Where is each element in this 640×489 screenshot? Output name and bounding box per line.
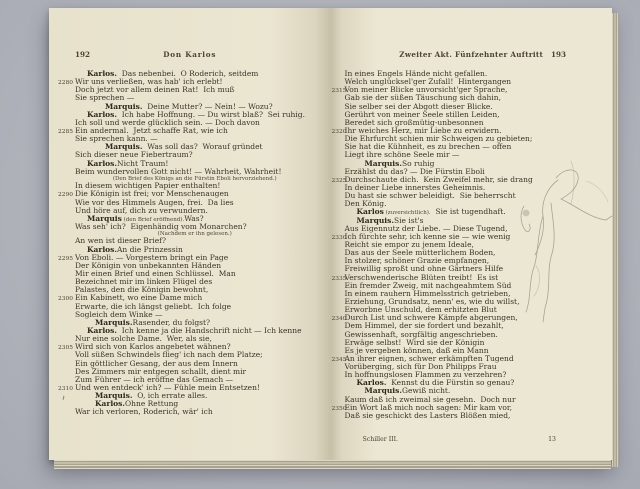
verse-text: Voll süßen Schwindels flieg' ich nach dem Platze;	[75, 350, 263, 360]
verse-text: Ich soll und werde glücklich sein. — Doch davon	[75, 117, 260, 127]
speaker-name: Karlos.	[356, 378, 387, 388]
verse-text: Ein göttlicher Gesang, der aus dem Innern	[75, 358, 238, 368]
signature-title: Schiller III.	[362, 436, 399, 443]
verse-line	[345, 412, 571, 420]
speaker-name: Marquis.	[95, 391, 133, 401]
verse-text: Sich dieser neue Fiebertraum?	[75, 150, 193, 160]
verse-text: Die Ehrfurcht schien mir Schweigen zu gebieten;	[344, 134, 533, 144]
verse-text: Ohne Rettung	[125, 399, 179, 409]
verse-text: Gewissenhaft, sorgfältig angeschrieben.	[344, 329, 498, 339]
verse-line	[75, 168, 315, 176]
verse-text: Freiwillig sproßt und ohne Gärtners Hilfe	[344, 264, 504, 274]
speaker-name: Karlos.	[87, 244, 118, 254]
verse-line-number: 2340	[331, 316, 347, 323]
verse-text: O, ich errate alles.	[132, 391, 208, 401]
verse-text: Erworbne Unschuld, dem erhitzten Blut	[344, 305, 497, 315]
speaker-name: Marquis.	[356, 215, 394, 225]
stage-direction: (zuversichtlich).	[383, 210, 431, 217]
verse-text: Sogleich dem Winke —	[75, 309, 163, 319]
right-verse-text	[331, 70, 613, 420]
right-page-footer	[331, 436, 613, 443]
verse-line-number: 2320	[331, 128, 347, 135]
verse-text: Bezeichnet mir im linken Flügel des	[75, 277, 213, 287]
verse-text: Wie vor des Himmels Augen, frei. Da lies	[75, 197, 234, 207]
speaker-name: Marquis	[87, 213, 122, 223]
verse-text: Den König.	[344, 199, 387, 209]
verse-text: Kennst du die Fürstin so genau?	[386, 378, 515, 388]
verse-text: Von meiner Blicke unvorsicht'ger Sprache,	[344, 85, 508, 95]
verse-text: Ich habe Hoffnung. — Du wirst blaß? Sei ruhig.	[117, 109, 305, 119]
verse-text: Welch unglücksel'ger Zufall! Hintergangen	[344, 77, 512, 87]
verse-text: Erwäge selbst! Wird sie der Königin	[344, 337, 485, 347]
verse-text: Das nebenbei. O Roderich, seitdem	[117, 69, 259, 78]
verse-line-number: 2345	[331, 356, 347, 363]
stage-direction: (den Brief eröffnend).	[121, 216, 185, 223]
verse-text: Das aus der Seele mütterlichem Boden,	[344, 248, 496, 258]
verse-text: Beredet sich großmütig-unbesonnen	[344, 117, 484, 127]
verse-text: Ein Wort laß mich noch sagen: Mir kam vor,	[344, 402, 512, 412]
verse-text: Reicht sie empor zu jenem Ideale,	[344, 239, 474, 249]
verse-text: Ein Kabinett, wo eine Dame mich	[75, 293, 203, 303]
verse-text: Erwarte, die ich längst geliebt. Ich folge	[75, 301, 232, 311]
sheet-number: 13	[548, 436, 556, 443]
verse-text: Es je vergeben können, daß ein Mann	[344, 345, 489, 355]
verse-text: Was?	[184, 213, 204, 223]
open-book-spread	[49, 8, 612, 460]
verse-text: An wen ist dieser Brief?	[75, 236, 166, 246]
verse-text: Beim wundervollen Gott nicht! — Wahrheit, Wahrheit!	[75, 166, 282, 176]
verse-text: Und wen entdeck' ich? — Fühle mein Entsetzen!	[75, 382, 260, 392]
verse-text: Sie selber sei der Abgott dieser Blicke.	[344, 101, 493, 111]
verse-line	[75, 223, 315, 231]
verse-text: In hoffnungslosen Flammen zu verzehren?	[344, 370, 507, 380]
verse-text: Ihr weiches Herz, mir Liebe zu erwidern.	[344, 125, 502, 135]
verse-text: Nicht Traum!	[117, 158, 169, 168]
verse-text: In einem rauhern Himmelsstrich getrieben,	[344, 288, 511, 298]
verse-line-number: 2290	[58, 192, 73, 199]
verse-text: Wird sich von Karlos angebetet wähnen?	[75, 342, 231, 352]
verse-text: Zum Führer — ich eröffne das Gemach —	[75, 374, 234, 384]
verse-text: Nur eine solche Dame. Wer, als sie,	[75, 334, 212, 344]
stage-direction: (Nachdem er ihn gelesen.)	[157, 231, 232, 238]
stage-direction: (Den Brief des Königs an die Fürstin Eboli hervorziehend.)	[112, 175, 277, 182]
verse-text: Ich fürchte sehr, ich kenne sie — wie wenig	[344, 231, 511, 241]
verse-text: In deiner Liebe innerstes Geheimnis.	[344, 182, 486, 192]
verse-text: Palastes, den die Königin bewohnt,	[75, 285, 209, 295]
verse-line-number: 2350	[331, 405, 347, 412]
verse-line-number: 2280	[58, 80, 73, 87]
right-running-title: Zweiter Akt. Fünfzehnter Auftritt	[399, 50, 544, 59]
right-page-header	[331, 50, 613, 62]
verse-text: Ein fremder Zweig, mit nachgeahmtem Süd	[344, 280, 512, 290]
verse-line-number: 2315	[331, 88, 347, 95]
verse-text: In diesem wichtigen Papier enthalten!	[75, 181, 221, 191]
left-page-header	[49, 50, 331, 62]
verse-text: Kaum daß ich zweimal sie gesehn. Doch nur	[344, 394, 516, 404]
speaker-name: Karlos.	[95, 399, 126, 409]
speaker-name: Marquis.	[105, 101, 143, 111]
verse-text: Des Zimmers mir entgegen schallt, dient mir	[75, 366, 247, 376]
speaker-name: Marquis.	[105, 142, 143, 152]
verse-text: War ich verloren, Roderich, wär' ich	[75, 407, 213, 417]
verse-text: Sie ist's	[394, 215, 424, 225]
verse-text: Erzählst du das? — Die Fürstin Eboli	[344, 166, 485, 176]
verse-text: So ruhig	[402, 158, 435, 168]
left-verse-text	[49, 70, 331, 417]
speaker-name: Marquis.	[364, 386, 402, 396]
right-page-number: 193	[550, 50, 566, 59]
verse-text: Sie sprechen —	[75, 93, 135, 103]
speaker-name: Karlos.	[87, 109, 118, 119]
speaker-name: Karlos	[356, 207, 384, 217]
verse-line-number: 2300	[58, 296, 73, 303]
verse-text: Sie ist tugendhaft.	[430, 207, 506, 217]
verse-text: Der Königin von unbekannten Händen	[75, 260, 222, 270]
verse-line-number: 2305	[58, 345, 73, 352]
verse-text: Verschwenderische Blüten treibt! Es ist	[344, 272, 499, 282]
verse-text: Was soll das? Worauf gründet	[142, 142, 263, 152]
verse-text: Vorüberging, sich für Don Philipps Frau	[344, 362, 497, 372]
verse-text: Liegt ihre schöne Seele mir —	[344, 150, 460, 160]
verse-line-number: 2335	[331, 275, 347, 282]
verse-text: Von Eboli. — Vorgestern bringt ein Page	[75, 252, 229, 262]
verse-text: In eines Engels Hände nicht gefallen.	[344, 69, 488, 78]
verse-line-number: 2325	[331, 177, 347, 184]
speaker-name: Marquis.	[364, 158, 402, 168]
right-page	[331, 8, 613, 460]
verse-text: Ein andermal. Jetzt schaffe Rat, wie ich	[75, 125, 228, 135]
verse-text: An die Prinzessin	[117, 244, 183, 254]
verse-text: Wir uns verließen, was hab' ich erlebt!	[75, 77, 223, 87]
verse-text: Du hast sie schwer beleidigt. Sie beherrscht	[344, 191, 516, 201]
verse-text: Was seh' ich? Eigenhändig vom Monarchen?	[75, 221, 247, 231]
verse-text: Ich kenne ja die Handschrift nicht — Ich kenne	[117, 326, 302, 335]
verse-line	[75, 408, 315, 416]
verse-text: Durchschaute dich. Kein Zweifel mehr, sie drang	[344, 174, 533, 184]
left-page-number: 192	[75, 50, 91, 59]
verse-line-number: 2310	[58, 385, 73, 392]
speaker-name: Marquis.	[95, 317, 133, 327]
verse-text: Durch List und schwere Kämpfe abgerungen,	[344, 313, 518, 323]
speaker-name: Karlos.	[87, 69, 118, 78]
verse-text: An ihrer eignen, schwer erkämpften Tugend	[344, 353, 514, 363]
verse-text: In stolzer, schöner Grazie empfangen,	[344, 256, 490, 266]
verse-text: Mir einen Brief und einen Schlüssel. Man	[75, 269, 236, 279]
speaker-name: Karlos.	[87, 326, 118, 335]
verse-text: Doch jetzt vor allem deinen Rat! Ich muß	[75, 85, 235, 95]
verse-text: Und höre auf, dich zu verwundern.	[75, 205, 208, 215]
verse-text: Die Königin ist frei; vor Menschenaugen	[75, 189, 229, 199]
verse-text: Gewiß nicht.	[402, 386, 451, 396]
verse-line-number: 2330	[331, 234, 347, 241]
verse-text: Sie sprechen kann. —	[75, 134, 158, 144]
verse-text: Rasender, du folgst?	[132, 317, 211, 327]
verse-text: Sie hat die Kühnheit, es zu brechen — offen	[344, 142, 512, 152]
verse-text: Aus Eigennutz der Liebe. — Diese Tugend,	[344, 223, 508, 233]
verse-text: Erziehung, Grundsatz, nenn' es, wie du willst,	[344, 296, 520, 306]
verse-text: Daß sie geschickt des Lasters Blößen mied,	[344, 410, 511, 420]
verse-text: Dem Himmel, der sie fordert und bezahlt,	[344, 321, 504, 331]
verse-line-number: 2285	[58, 128, 73, 135]
verse-line-number: 2295	[58, 255, 73, 262]
verse-text: Gab sie der süßen Täuschung sich dahin,	[344, 93, 501, 103]
left-page	[49, 8, 331, 460]
speaker-name: Karlos.	[87, 158, 118, 168]
verse-text: Deine Mutter? — Nein! — Wozu?	[142, 101, 273, 111]
verse-text: Gerührt von meiner Seele stillen Leiden,	[344, 109, 500, 119]
left-running-title: Don Karlos	[163, 50, 217, 59]
